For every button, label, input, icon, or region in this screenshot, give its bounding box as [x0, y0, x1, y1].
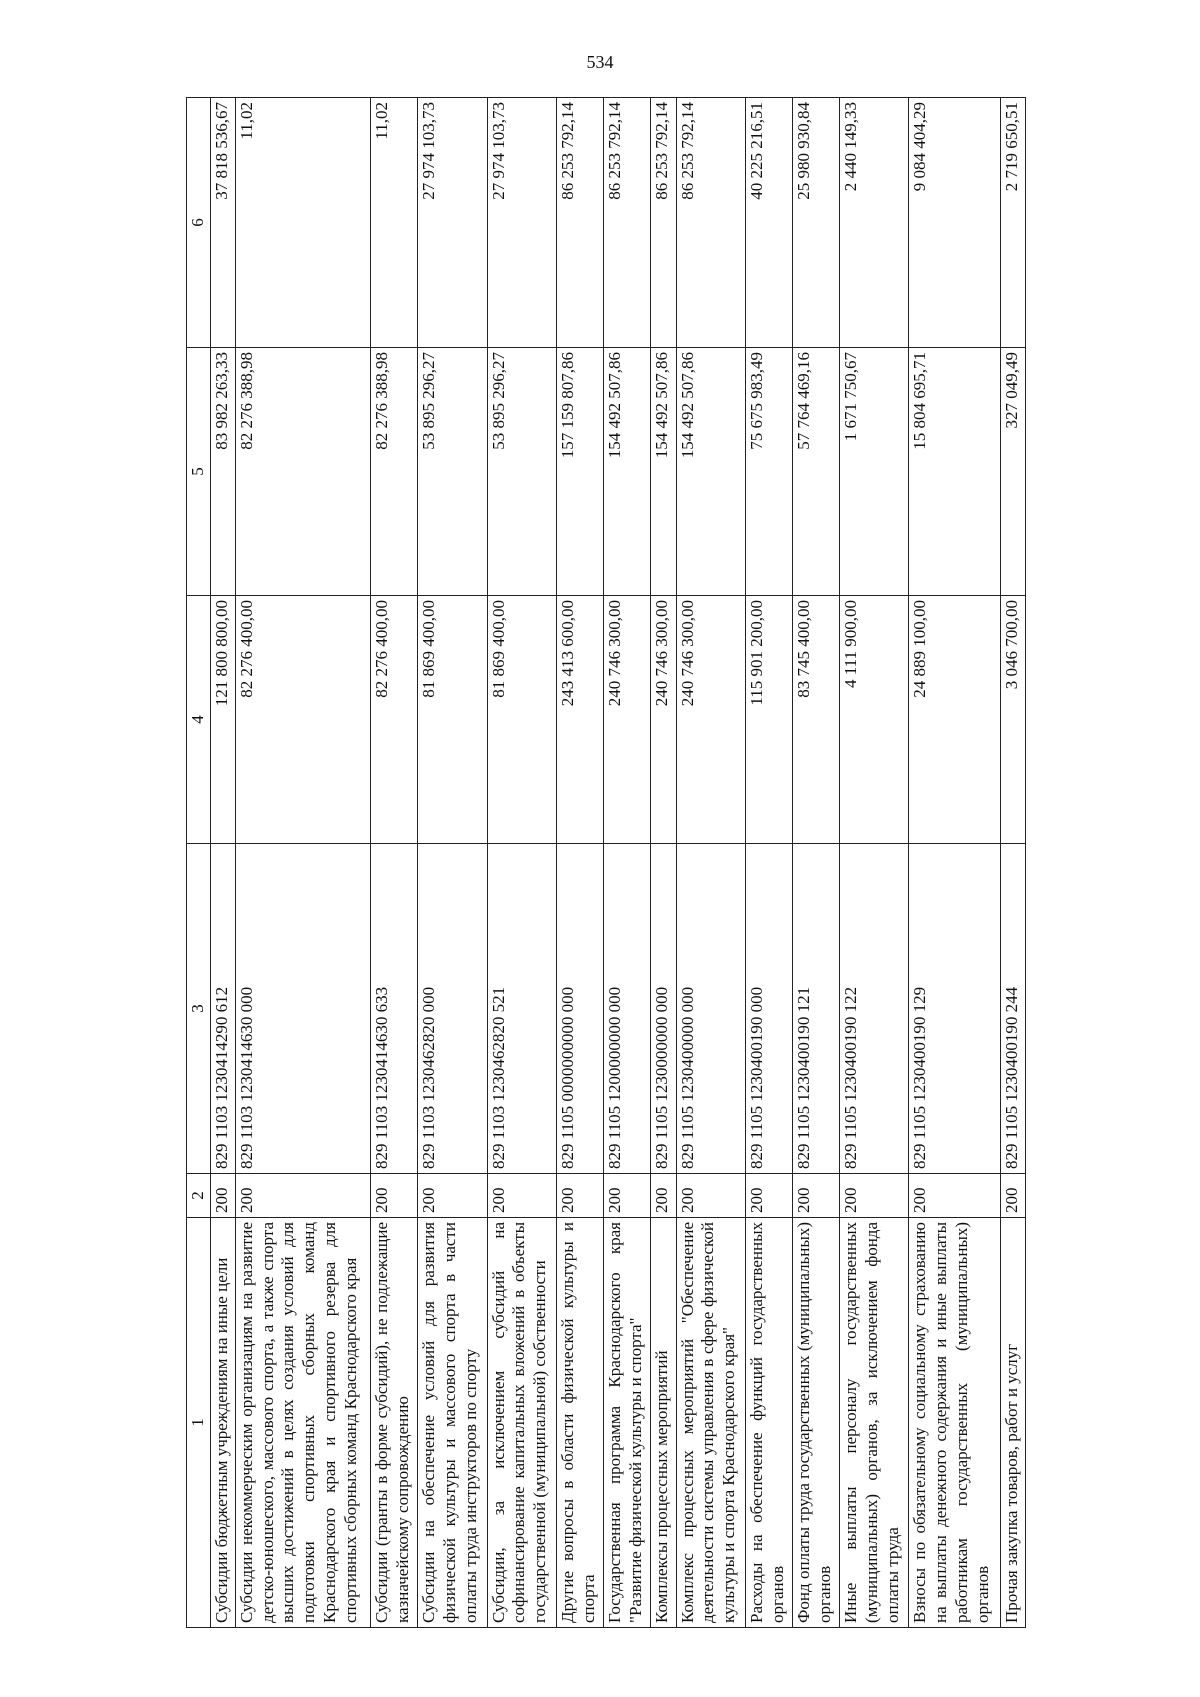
- row-col5: 53 895 296,27: [487, 348, 556, 596]
- row-code-b: 829 1103 1230462820 000: [418, 844, 487, 1174]
- row-code-a: 200: [556, 1174, 603, 1218]
- page-number: 534: [586, 52, 614, 72]
- row-name: Взносы по обязательному социальному страхованию на выплаты денежного содержания и иные выплаты работникам государственных (муниципальных) органов: [909, 1218, 1000, 1628]
- row-code-b: 829 1103 1230462820 521: [487, 844, 556, 1174]
- row-code-a: 200: [604, 1174, 651, 1218]
- row-name: Государственная программа Краснодарского края "Развитие физической культуры и спорта": [604, 1218, 651, 1628]
- table-row: [651, 98, 676, 1628]
- row-col5: 75 675 983,49: [745, 348, 792, 596]
- row-col4: 240 746 300,00: [651, 596, 676, 844]
- row-code-a: 200: [840, 1174, 909, 1218]
- table-row: [371, 98, 418, 1628]
- row-code-a: 200: [235, 1174, 370, 1218]
- row-col6: 9 084 404,29: [909, 98, 1000, 348]
- row-col4: 4 111 900,00: [840, 596, 909, 844]
- row-name: Расходы на обеспечение функций государственных органов: [745, 1218, 792, 1628]
- row-col6: 40 225 216,51: [745, 98, 792, 348]
- row-col6: 27 974 103,73: [487, 98, 556, 348]
- table-row: [676, 98, 745, 1628]
- row-name: Субсидии бюджетным учреждениям на иные цели: [210, 1218, 235, 1628]
- table-row: [210, 98, 235, 1628]
- table-header-row: [187, 98, 211, 1628]
- row-code-b: 829 1103 1230414630 000: [235, 844, 370, 1174]
- header-col-6: 6: [187, 98, 211, 348]
- row-code-a: 200: [651, 1174, 676, 1218]
- row-col4: 243 413 600,00: [556, 596, 603, 844]
- table-row: [556, 98, 603, 1628]
- row-col5: 154 492 507,86: [651, 348, 676, 596]
- table-row: [909, 98, 1000, 1628]
- row-col5: 53 895 296,27: [418, 348, 487, 596]
- row-col4: 81 869 400,00: [487, 596, 556, 844]
- row-col6: 2 719 650,51: [1000, 98, 1025, 348]
- row-name: Комплекс процессных мероприятий "Обеспечение деятельности системы управления в сфере физической культуры и спорта Краснодарского края": [676, 1218, 745, 1628]
- table-row: [840, 98, 909, 1628]
- row-col5: 154 492 507,86: [604, 348, 651, 596]
- row-col4: 121 800 800,00: [210, 596, 235, 844]
- row-col4: 240 746 300,00: [604, 596, 651, 844]
- row-code-b: 829 1103 1230414290 612: [210, 844, 235, 1174]
- row-col6: 25 980 930,84: [793, 98, 840, 348]
- table-row: [745, 98, 792, 1628]
- row-col4: 3 046 700,00: [1000, 596, 1025, 844]
- table-row: [487, 98, 556, 1628]
- row-code-b: 829 1105 1230400190 129: [909, 844, 1000, 1174]
- row-col6: 11,02: [371, 98, 418, 348]
- table-row: [793, 98, 840, 1628]
- row-code-a: 200: [745, 1174, 792, 1218]
- row-code-b: 829 1105 1230400190 122: [840, 844, 909, 1174]
- header-col-5: 5: [187, 348, 211, 596]
- row-col6: 27 974 103,73: [418, 98, 487, 348]
- row-name: Субсидии, за исключением субсидий на софинансирование капитальных вложений в объекты государственной (муниципальной) собственности: [487, 1218, 556, 1628]
- row-code-a: 200: [1000, 1174, 1025, 1218]
- row-code-a: 200: [676, 1174, 745, 1218]
- row-col5: 1 671 750,67: [840, 348, 909, 596]
- row-code-a: 200: [371, 1174, 418, 1218]
- row-name: Другие вопросы в области физической культуры и спорта: [556, 1218, 603, 1628]
- row-name: Субсидии (гранты в форме субсидий), не подлежащие казначейскому сопровождению: [371, 1218, 418, 1628]
- table-row: [1000, 98, 1025, 1628]
- row-code-b: 829 1105 1200000000 000: [604, 844, 651, 1174]
- row-code-b: 829 1105 1230400190 121: [793, 844, 840, 1174]
- header-col-3: 3: [187, 844, 211, 1174]
- row-col6: 86 253 792,14: [651, 98, 676, 348]
- row-col5: 154 492 507,86: [676, 348, 745, 596]
- row-col4: 82 276 400,00: [235, 596, 370, 844]
- row-col5: 82 276 388,98: [371, 348, 418, 596]
- row-col5: 57 764 469,16: [793, 348, 840, 596]
- row-col4: 81 869 400,00: [418, 596, 487, 844]
- row-name: Субсидии некоммерческим организациям на развитие детско-юношеского, массового спорта, а также спорта высших достижений в целях создания условий для подготовки спортивных сборных команд Краснодарского края и спортивного резерва для спортивных сборных команд Краснодарского края: [235, 1218, 370, 1628]
- budget-table: [186, 97, 1026, 1628]
- row-col5: 157 159 807,86: [556, 348, 603, 596]
- row-name: Фонд оплаты труда государственных (муниципальных) органов: [793, 1218, 840, 1628]
- row-code-a: 200: [793, 1174, 840, 1218]
- row-code-b: 829 1105 1230400190 000: [745, 844, 792, 1174]
- row-code-a: 200: [487, 1174, 556, 1218]
- row-code-a: 200: [909, 1174, 1000, 1218]
- row-col6: 11,02: [235, 98, 370, 348]
- row-col5: 83 982 263,33: [210, 348, 235, 596]
- row-code-b: 829 1103 1230414630 633: [371, 844, 418, 1174]
- row-col5: 15 804 695,71: [909, 348, 1000, 596]
- row-col6: 86 253 792,14: [604, 98, 651, 348]
- rotated-table-wrapper: [186, 98, 1026, 1628]
- row-code-b: 829 1105 1230000000 000: [651, 844, 676, 1174]
- row-col6: 2 440 149,33: [840, 98, 909, 348]
- row-col6: 86 253 792,14: [676, 98, 745, 348]
- row-col4: 115 901 200,00: [745, 596, 792, 844]
- row-code-a: 200: [210, 1174, 235, 1218]
- row-col4: 82 276 400,00: [371, 596, 418, 844]
- row-col4: 24 889 100,00: [909, 596, 1000, 844]
- table-row: [418, 98, 487, 1628]
- header-col-1: 1: [187, 1218, 211, 1628]
- row-name: Комплексы процессных мероприятий: [651, 1218, 676, 1628]
- header-col-2: 2: [187, 1174, 211, 1218]
- row-name: Субсидии на обеспечение условий для развития физической культуры и массового спорта в части оплаты труда инструкторов по спорту: [418, 1218, 487, 1628]
- row-col4: 240 746 300,00: [676, 596, 745, 844]
- row-name: Иные выплаты персоналу государственных (муниципальных) органов, за исключением фонда оплаты труда: [840, 1218, 909, 1628]
- row-col5: 327 049,49: [1000, 348, 1025, 596]
- row-name: Прочая закупка товаров, работ и услуг: [1000, 1218, 1025, 1628]
- table-row: [604, 98, 651, 1628]
- row-code-a: 200: [418, 1174, 487, 1218]
- table-row: [235, 98, 370, 1628]
- row-col6: 37 818 536,67: [210, 98, 235, 348]
- row-code-b: 829 1105 1230400190 244: [1000, 844, 1025, 1174]
- row-col5: 82 276 388,98: [235, 348, 370, 596]
- row-col4: 83 745 400,00: [793, 596, 840, 844]
- header-col-4: 4: [187, 596, 211, 844]
- row-code-b: 829 1105 1230400000 000: [676, 844, 745, 1174]
- row-code-b: 829 1105 0000000000 000: [556, 844, 603, 1174]
- row-col6: 86 253 792,14: [556, 98, 603, 348]
